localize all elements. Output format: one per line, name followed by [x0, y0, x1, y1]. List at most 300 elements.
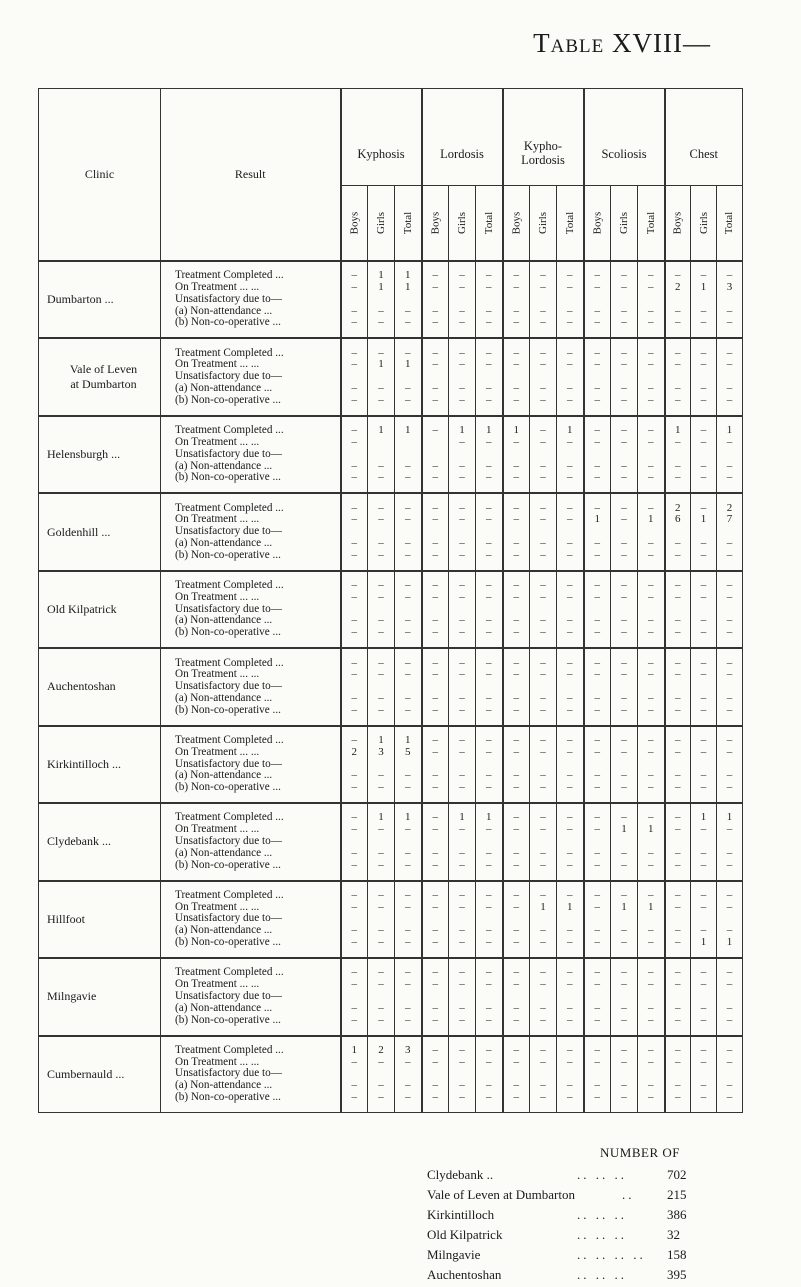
cell-value: –: [700, 614, 707, 627]
cell-value: –: [594, 978, 601, 991]
cell-value: –: [486, 1001, 492, 1014]
cell-value: –: [432, 614, 439, 627]
cell-value: –: [378, 966, 384, 979]
subheader-boys: [422, 186, 449, 262]
cell-value: –: [486, 1055, 492, 1068]
cell-value: 3: [378, 745, 384, 758]
cell-value: –: [540, 656, 546, 669]
cell-value: –: [459, 966, 465, 979]
cell-value: –: [432, 924, 439, 937]
cell-value: [449, 449, 475, 461]
cell-value: –: [486, 435, 492, 448]
value-column: [665, 416, 691, 493]
cell-value: –: [567, 846, 573, 859]
value-column: [530, 1036, 557, 1113]
cell-value: [585, 294, 611, 306]
cell-value: –: [378, 346, 384, 359]
cell-value: –: [675, 966, 681, 979]
cell-value: –: [351, 435, 357, 448]
value-column: [395, 881, 422, 958]
cell-value: –: [648, 1043, 654, 1056]
cell-value: –: [432, 811, 439, 824]
cell-value: –: [648, 536, 654, 549]
value-column: [717, 261, 743, 338]
value-column: [476, 648, 503, 725]
value-column: [476, 803, 503, 880]
cell-value: –: [540, 614, 546, 627]
value-column: [422, 1036, 449, 1113]
cell-value: –: [726, 745, 733, 758]
cell-value: –: [648, 424, 654, 437]
cell-value: –: [351, 966, 357, 979]
cell-value: [476, 294, 502, 306]
cell-value: –: [351, 501, 357, 514]
cell-value: 1: [378, 811, 384, 824]
value-column: [503, 1036, 530, 1113]
cell-value: –: [675, 888, 681, 901]
subheader-label: Boys: [591, 211, 604, 235]
cell-value: –: [432, 424, 439, 437]
cell-value: –: [513, 900, 520, 913]
cell-value: –: [675, 1001, 681, 1014]
cell-value: –: [621, 668, 627, 681]
cell-value: 1: [378, 269, 384, 282]
cell-value: –: [567, 888, 573, 901]
cell-value: –: [351, 536, 357, 549]
cell-value: –: [621, 626, 627, 639]
cell-value: –: [378, 656, 384, 669]
cell-value: –: [405, 924, 411, 937]
cell-value: –: [513, 656, 520, 669]
cell-value: –: [621, 358, 627, 371]
subheader-label: Boys: [671, 211, 684, 235]
cell-value: 1: [459, 811, 465, 824]
result-label: On Treatment ... ...: [175, 281, 260, 294]
clinic-row: [39, 493, 743, 570]
cell-value: –: [405, 656, 411, 669]
value-column: [584, 493, 611, 570]
cell-value: –: [459, 459, 465, 472]
cell-value: –: [675, 393, 681, 406]
clinic-row: [39, 261, 743, 338]
clinic-row: [39, 958, 743, 1035]
cell-value: –: [540, 858, 546, 871]
cell-value: –: [700, 978, 707, 991]
cell-value: –: [351, 614, 357, 627]
cell-value: –: [540, 978, 546, 991]
cell-value: –: [594, 435, 601, 448]
cell-value: –: [621, 858, 627, 871]
value-column: [557, 958, 584, 1035]
result-label: On Treatment ... ...: [175, 513, 260, 526]
cell-value: –: [567, 781, 573, 794]
value-column: [638, 261, 665, 338]
result-labels: [161, 493, 341, 570]
result-label: (a) Non-attendance ...: [175, 846, 273, 859]
cell-value: –: [378, 614, 384, 627]
cell-value: –: [540, 811, 546, 824]
cell-value: –: [700, 316, 707, 329]
result-label: Unsatisfactory due to—: [175, 447, 282, 460]
cell-value: –: [700, 393, 707, 406]
header-lordosis: Lordosis: [422, 89, 503, 186]
cell-value: –: [405, 936, 411, 949]
cell-value: –: [567, 1043, 573, 1056]
cell-value: –: [405, 304, 411, 317]
header-kypho-lordosis: Kypho- Lordosis: [503, 89, 584, 186]
value-column: [422, 416, 449, 493]
cell-value: –: [567, 316, 573, 329]
cell-value: –: [540, 536, 546, 549]
result-label: On Treatment ... ...: [175, 1055, 260, 1068]
cell-value: –: [726, 304, 733, 317]
cell-value: –: [726, 1043, 733, 1056]
cell-value: –: [726, 435, 733, 448]
cell-value: –: [567, 536, 573, 549]
cell-value: –: [405, 382, 411, 395]
value-column: [422, 648, 449, 725]
cell-value: [368, 437, 394, 449]
cell-value: –: [675, 579, 681, 592]
cell-value: –: [351, 900, 357, 913]
value-column: [665, 261, 691, 338]
cell-value: [368, 991, 394, 1003]
cell-value: [395, 991, 421, 1003]
cell-value: –: [405, 769, 411, 782]
cell-value: –: [621, 656, 627, 669]
cell-value: –: [648, 656, 654, 669]
cell-value: –: [621, 1090, 627, 1103]
footer-item-dots: .. .. ..: [577, 1267, 627, 1282]
value-column: [422, 338, 449, 415]
cell-value: –: [648, 316, 654, 329]
value-column: [395, 493, 422, 570]
cell-value: –: [567, 614, 573, 627]
value-column: [530, 493, 557, 570]
cell-value: –: [378, 900, 384, 913]
cell-value: –: [432, 703, 439, 716]
cell-value: –: [621, 459, 627, 472]
cell-value: –: [432, 579, 439, 592]
cell-value: –: [594, 626, 601, 639]
value-column: [341, 416, 368, 493]
footer-item-value: 32: [667, 1227, 680, 1242]
cell-value: –: [726, 346, 733, 359]
value-column: [584, 1036, 611, 1113]
cell-value: –: [351, 846, 357, 859]
cell-value: –: [594, 1043, 601, 1056]
cell-value: –: [405, 1090, 411, 1103]
cell-value: –: [540, 703, 546, 716]
cell-value: –: [648, 590, 654, 603]
cell-value: –: [486, 745, 492, 758]
value-column: [717, 416, 743, 493]
value-column: [449, 493, 476, 570]
cell-value: –: [513, 269, 520, 282]
cell-value: –: [378, 579, 384, 592]
value-column: [503, 493, 530, 570]
result-label: On Treatment ... ...: [175, 823, 260, 836]
result-labels: [161, 881, 341, 958]
header-kyphosis: Kyphosis: [341, 89, 422, 186]
cell-value: –: [378, 536, 384, 549]
value-column: [476, 261, 503, 338]
cell-value: –: [621, 811, 627, 824]
footer-title: NUMBER OF: [600, 1145, 680, 1160]
cell-value: 1: [405, 811, 411, 824]
clinic-row: [39, 648, 743, 725]
cell-value: –: [675, 1013, 681, 1026]
cell-value: –: [486, 1043, 492, 1056]
cell-value: –: [459, 823, 465, 836]
footer-item-name: Milngavie: [427, 1247, 481, 1262]
cell-value: –: [378, 888, 384, 901]
cell-value: –: [726, 1013, 733, 1026]
cell-value: –: [726, 846, 733, 859]
subheader-label: Total: [723, 211, 736, 235]
cell-value: –: [378, 769, 384, 782]
value-column: [611, 803, 638, 880]
cell-value: 1: [405, 281, 411, 294]
cell-value: –: [648, 936, 654, 949]
cell-value: –: [675, 936, 681, 949]
cell-value: –: [486, 656, 492, 669]
value-column: [557, 726, 584, 803]
cell-value: –: [432, 536, 439, 549]
cell-value: –: [432, 1090, 439, 1103]
value-column: [557, 1036, 584, 1113]
value-column: [691, 881, 717, 958]
cell-value: –: [459, 435, 465, 448]
result-label: (a) Non-attendance ...: [175, 1001, 273, 1014]
cell-value: –: [486, 548, 492, 561]
value-column: [584, 648, 611, 725]
cell-value: –: [675, 733, 681, 746]
value-column: [584, 726, 611, 803]
cell-value: –: [351, 924, 357, 937]
cell-value: –: [567, 733, 573, 746]
cell-value: –: [648, 501, 654, 514]
cell-value: –: [726, 823, 733, 836]
subheader-label: Total: [563, 211, 576, 235]
cell-value: –: [378, 691, 384, 704]
cell-value: 2: [726, 501, 733, 514]
cell-value: –: [351, 346, 357, 359]
cell-value: –: [675, 382, 681, 395]
cell-value: –: [378, 858, 384, 871]
cell-value: –: [700, 548, 707, 561]
cell-value: –: [540, 936, 546, 949]
cell-value: –: [486, 626, 492, 639]
clinic-row: [39, 1036, 743, 1113]
value-column: [422, 726, 449, 803]
cell-value: –: [648, 382, 654, 395]
cell-value: –: [567, 304, 573, 317]
cell-value: –: [486, 924, 492, 937]
cell-value: –: [378, 471, 384, 484]
cell-value: [368, 294, 394, 306]
cell-value: –: [513, 769, 520, 782]
cell-value: –: [675, 769, 681, 782]
cell-value: –: [459, 501, 465, 514]
value-column: [638, 726, 665, 803]
cell-value: 1: [700, 811, 707, 824]
value-column: [557, 261, 584, 338]
value-column: [503, 416, 530, 493]
cell-value: –: [594, 924, 601, 937]
cell-value: –: [486, 978, 492, 991]
cell-value: –: [405, 316, 411, 329]
cell-value: –: [700, 769, 707, 782]
cell-value: –: [726, 614, 733, 627]
cell-value: –: [513, 358, 520, 371]
cell-value: [423, 449, 449, 461]
cell-value: –: [378, 1079, 384, 1092]
result-label: Unsatisfactory due to—: [175, 912, 282, 925]
cell-value: –: [726, 393, 733, 406]
cell-value: –: [540, 346, 546, 359]
cell-value: –: [513, 548, 520, 561]
cell-value: –: [700, 1055, 707, 1068]
cell-value: –: [378, 316, 384, 329]
cell-value: –: [351, 823, 357, 836]
subheader-boys: [584, 186, 611, 262]
cell-value: –: [459, 281, 465, 294]
cell-value: –: [432, 269, 439, 282]
cell-value: –: [378, 668, 384, 681]
cell-value: –: [675, 346, 681, 359]
result-label: Treatment Completed ...: [175, 501, 284, 514]
cell-value: –: [700, 1079, 707, 1092]
cell-value: –: [594, 459, 601, 472]
cell-value: –: [513, 590, 520, 603]
value-column: [476, 338, 503, 415]
cell-value: –: [648, 626, 654, 639]
result-label: (b) Non-co-operative ...: [175, 936, 281, 949]
value-column: [638, 493, 665, 570]
cell-value: [585, 449, 611, 461]
cell-value: –: [700, 579, 707, 592]
cell-value: –: [351, 548, 357, 561]
subheader-girls: [530, 186, 557, 262]
result-label: Unsatisfactory due to—: [175, 835, 282, 847]
cell-value: –: [540, 733, 546, 746]
footer-item-dots: .. .. ..: [577, 1167, 627, 1182]
cell-value: –: [594, 346, 601, 359]
cell-value: [504, 991, 530, 1003]
data-table: [38, 88, 743, 1113]
cell-value: [638, 449, 664, 461]
footer-item-name: Vale of Leven at Dumbarton: [427, 1187, 576, 1202]
cell-value: –: [540, 548, 546, 561]
value-column: [638, 571, 665, 648]
cell-value: –: [351, 304, 357, 317]
clinic-name: Hillfoot: [39, 881, 161, 958]
cell-value: –: [513, 1043, 520, 1056]
cell-value: –: [351, 626, 357, 639]
cell-value: –: [700, 1043, 707, 1056]
value-column: [691, 726, 717, 803]
cell-value: 1: [726, 936, 733, 949]
value-column: [503, 803, 530, 880]
cell-value: 1: [513, 424, 520, 437]
cell-value: –: [378, 459, 384, 472]
cell-value: –: [513, 1079, 520, 1092]
cell-value: [530, 449, 556, 461]
result-label: (b) Non-co-operative ...: [175, 781, 281, 794]
cell-value: –: [513, 1001, 520, 1014]
cell-value: –: [594, 1001, 601, 1014]
cell-value: –: [486, 858, 492, 871]
cell-value: –: [486, 936, 492, 949]
cell-value: –: [594, 471, 601, 484]
cell-value: –: [567, 858, 573, 871]
cell-value: –: [567, 358, 573, 371]
cell-value: –: [648, 393, 654, 406]
cell-value: –: [726, 459, 733, 472]
cell-value: –: [405, 703, 411, 716]
cell-value: –: [594, 966, 601, 979]
cell-value: –: [621, 281, 627, 294]
value-column: [476, 726, 503, 803]
cell-value: –: [513, 668, 520, 681]
cell-value: –: [567, 966, 573, 979]
cell-value: –: [726, 781, 733, 794]
cell-value: –: [726, 626, 733, 639]
cell-value: –: [726, 858, 733, 871]
cell-value: –: [567, 1001, 573, 1014]
cell-value: –: [540, 1043, 546, 1056]
cell-value: –: [726, 382, 733, 395]
value-column: [665, 338, 691, 415]
clinic-name: Kirkintilloch ...: [39, 726, 161, 803]
value-column: [449, 261, 476, 338]
result-label: Unsatisfactory due to—: [175, 525, 282, 538]
cell-value: –: [540, 358, 546, 371]
result-label: (b) Non-co-operative ...: [175, 703, 281, 716]
cell-value: –: [486, 703, 492, 716]
subheader-label: Girls: [375, 212, 387, 234]
cell-value: –: [621, 978, 627, 991]
value-column: [368, 803, 395, 880]
subheader-label: Girls: [456, 212, 469, 234]
cell-value: –: [486, 358, 492, 371]
clinic-name: Clydebank ...: [39, 803, 161, 880]
cell-value: –: [513, 924, 520, 937]
footer-item-value: 386: [667, 1207, 687, 1222]
value-column: [368, 493, 395, 570]
cell-value: –: [540, 579, 546, 592]
cell-value: 1: [700, 513, 707, 526]
value-column: [691, 261, 717, 338]
cell-value: –: [351, 459, 357, 472]
cell-value: –: [540, 382, 546, 395]
cell-value: –: [621, 304, 627, 317]
cell-value: –: [648, 579, 654, 592]
cell-value: –: [675, 316, 681, 329]
cell-value: –: [594, 1055, 601, 1068]
cell-value: –: [351, 281, 357, 294]
cell-value: 1: [648, 823, 654, 836]
cell-value: –: [648, 733, 654, 746]
cell-value: –: [700, 966, 707, 979]
result-labels: [161, 803, 341, 880]
cell-value: 1: [405, 733, 411, 746]
cell-value: –: [648, 978, 654, 991]
cell-value: –: [432, 316, 439, 329]
cell-value: –: [594, 1090, 601, 1103]
cell-value: –: [621, 691, 627, 704]
